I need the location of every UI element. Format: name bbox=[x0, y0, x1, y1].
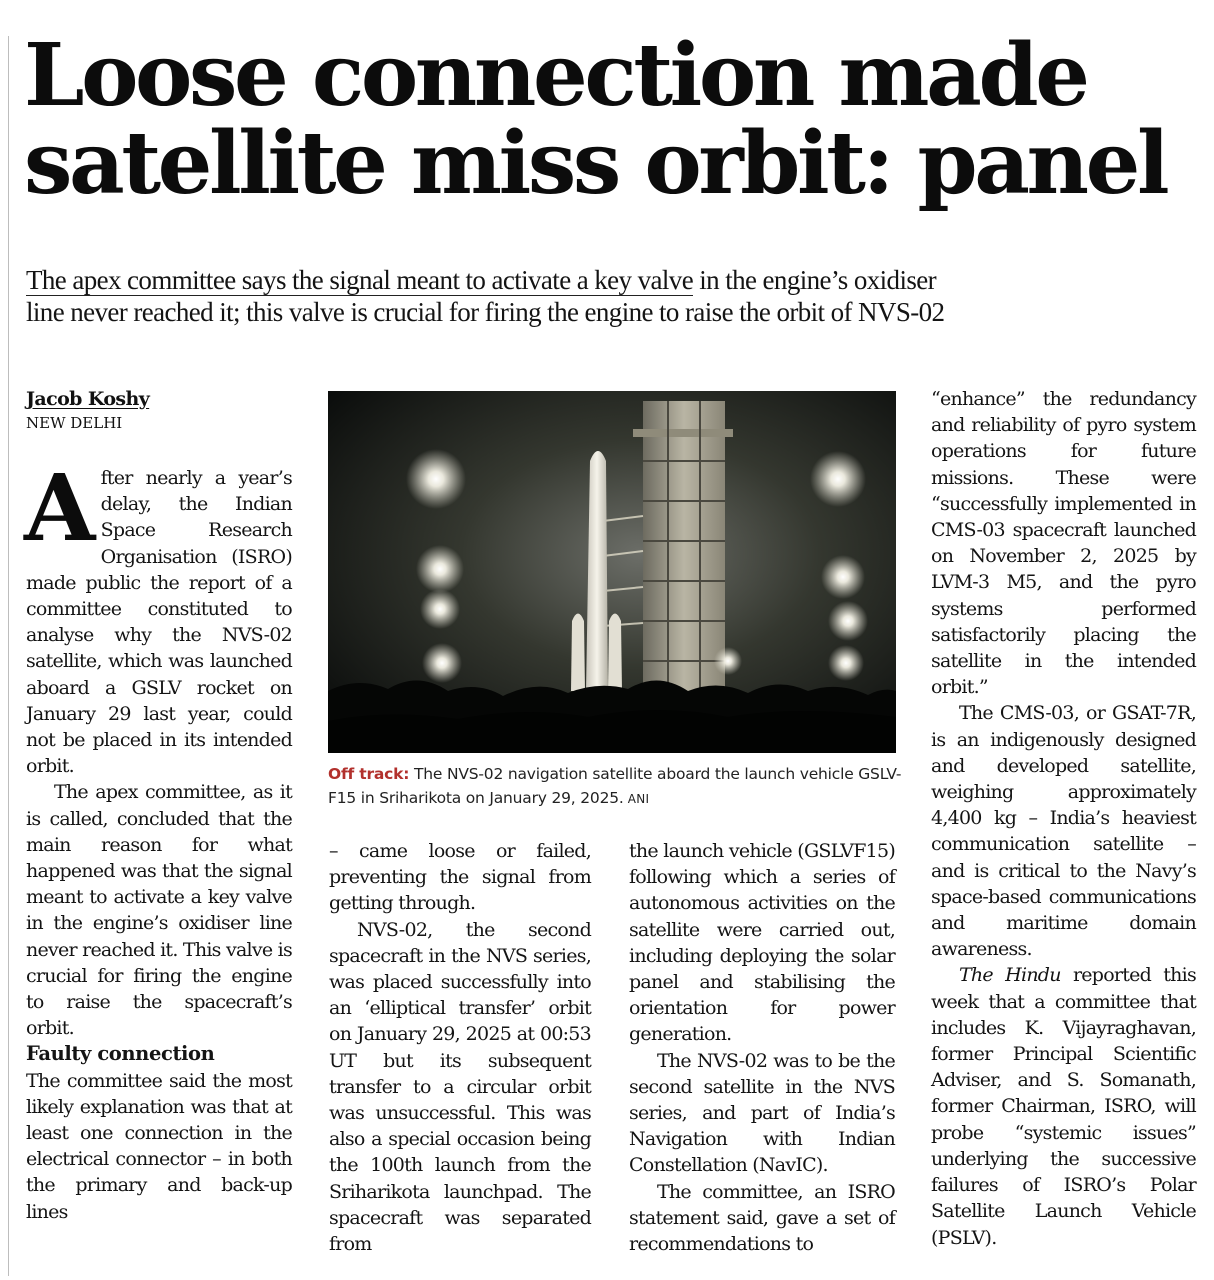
caption-text: The NVS-02 navigation satellite aboard the launch vehicle GSLV-F15 in Sriharikota on January 29, 2025. bbox=[328, 765, 902, 807]
article-column-4 bbox=[931, 386, 1196, 1251]
standfirst-line-1 bbox=[26, 264, 1196, 296]
paragraph-1-text: fter nearly a year’s delay, the Indian Space Research Organisation (ISRO) made public the report of a committee constituted to analyse why the NVS-02 satellite, which was launched aboard a GSLV rocket on January 29 last year, could not be placed in its intended orbit. bbox=[26, 467, 292, 778]
article-column-3 bbox=[629, 838, 895, 1257]
headline-line-1: Loose connection made bbox=[24, 25, 1087, 126]
article-column-2 bbox=[329, 838, 591, 1257]
standfirst bbox=[26, 264, 1196, 328]
article-paragraph-7: The NVS-02 was to be the second satellite in the NVS series, and part of India’s Navigation with Indian Constellation (NavIC). bbox=[629, 1049, 895, 1177]
article-paragraph-9: “enhance” the redundancy and reliability of pyro system operations for future missions. These were “successfully implemented in CMS-03 spacecraft launched on November 2, 2025 by LVM-3 M5, and the pyro systems performed satisfactorily placing the satellite in the intended orbit.” bbox=[931, 388, 1196, 699]
author-name: Jacob Koshy bbox=[26, 388, 150, 410]
dateline: NEW DELHI bbox=[26, 414, 123, 432]
page-left-rule bbox=[8, 36, 9, 1276]
photo-caption bbox=[328, 762, 908, 811]
rocket-launchpad-image bbox=[328, 391, 896, 753]
byline bbox=[26, 388, 149, 432]
headline-line-2: satellite miss orbit: panel bbox=[24, 113, 1167, 214]
publication-name: The Hindu bbox=[959, 964, 1061, 987]
standfirst-line-2: line never reached it; this valve is crucial for firing the engine to raise the orbit of NVS-02 bbox=[26, 297, 945, 327]
section-subhead: Faulty connection bbox=[26, 1042, 215, 1066]
article-paragraph-4: – came loose or failed, preventing the signal from getting through. bbox=[329, 840, 591, 915]
article-paragraph-1 bbox=[24, 454, 292, 779]
article-paragraph-6: the launch vehicle (GSLVF15) following which a series of autonomous activities on the satellite were carried out, including deploying the solar panel and stabilising the orientation for power generation. bbox=[629, 840, 895, 1046]
paragraph-11-text: reported this week that a committee that includes K. Vijayraghavan, former Principal Scientific Adviser, and S. Somanath, former Chairman, ISRO, will probe “systemic issues” underlying the successive failures of ISRO’s Polar Satellite Launch Vehicle (PSLV). bbox=[931, 964, 1196, 1249]
article-paragraph-3: The committee said the most likely explanation was that at least one connection in the electrical connector – in both the primary and back-up lines bbox=[26, 1069, 292, 1223]
standfirst-underlined: The apex committee says the signal meant to activate a key valve bbox=[26, 265, 694, 295]
article-paragraph-11 bbox=[931, 962, 1196, 1250]
launch-photo bbox=[328, 391, 896, 753]
caption-lead: Off track: bbox=[328, 765, 410, 783]
drop-cap: A bbox=[24, 454, 95, 562]
standfirst-line-1-rest: in the engine’s oxidiser bbox=[693, 265, 937, 295]
photo-credit: ANI bbox=[623, 792, 650, 806]
article-paragraph-10: The CMS-03, or GSAT-7R, is an indigenously designed and developed satellite, weighing approximately 4,400 kg – India’s heaviest communication satellite – and is critical to the Navy’s space-based communications and maritime domain awareness. bbox=[931, 702, 1196, 961]
article-paragraph-5: NVS-02, the second spacecraft in the NVS series, was placed successfully into an ‘elliptical transfer’ orbit on January 29, 2025 at 00:53 UT but its subsequent transfer to a circular orbit was unsuccessful. This was also a special occasion being the 100th launch from the Sriharikota launchpad. The spacecraft was separated from bbox=[329, 918, 591, 1256]
article-column-1 bbox=[24, 454, 292, 1225]
article-paragraph-2: The apex committee, as it is called, concluded that the main reason for what happened was that the signal meant to activate a key valve in the engine’s oxidiser line never reached it. This valve is crucial for firing the engine to raise the spacecraft’s orbit. bbox=[26, 781, 292, 1040]
headline bbox=[24, 25, 1204, 214]
article-paragraph-8: The committee, an ISRO statement said, gave a set of recommendations to bbox=[629, 1180, 895, 1256]
